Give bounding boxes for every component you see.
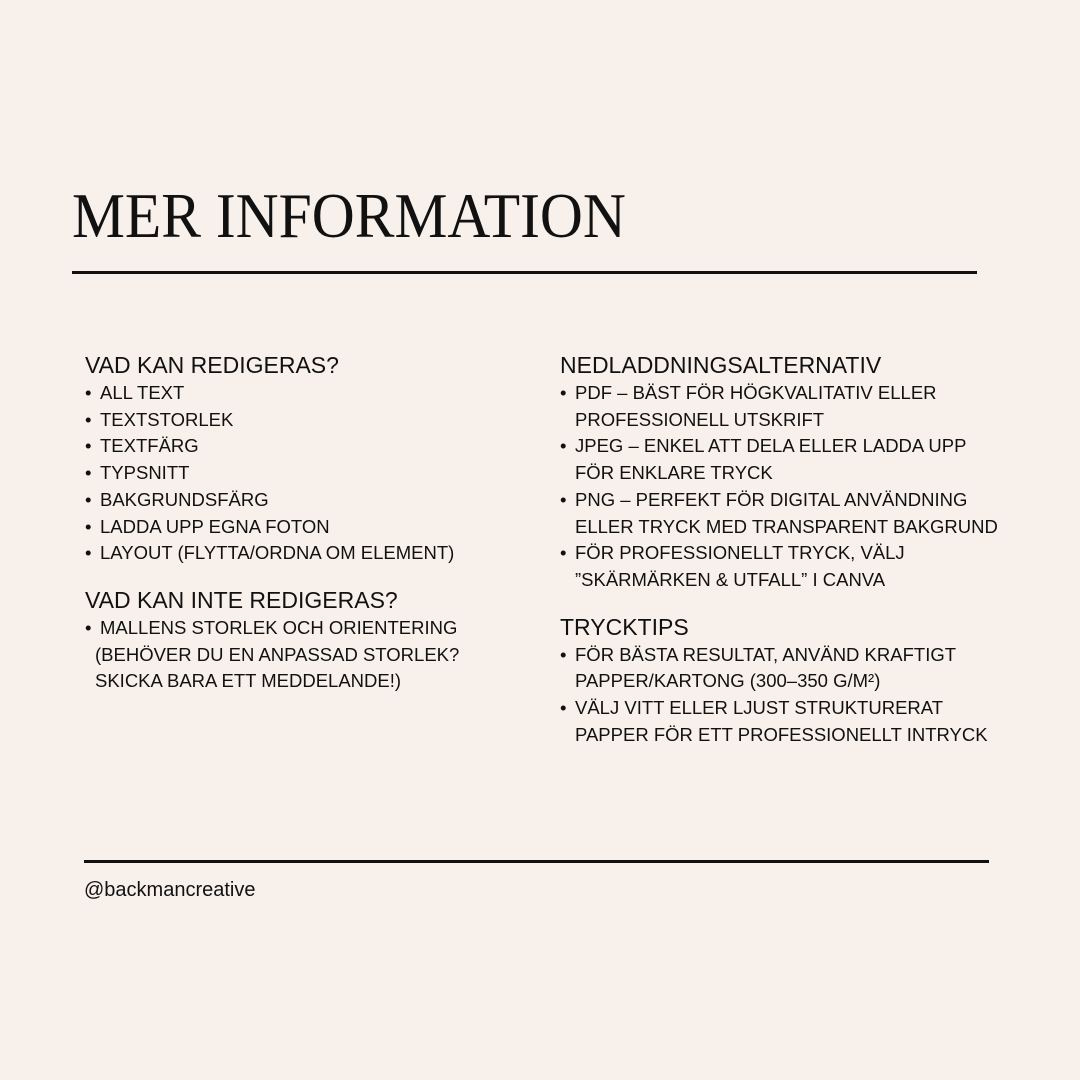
item-line: PAPPER FÖR ETT PROFESSIONELLT INTRYCK (575, 723, 988, 745)
section-heading: VAD KAN INTE REDIGERAS? (85, 586, 398, 613)
list-item (560, 380, 1020, 433)
page-title: MER INFORMATION (72, 180, 626, 251)
item-line: LAYOUT (FLYTTA/ORDNA OM ELEMENT) (100, 542, 455, 564)
item-line: FÖR BÄSTA RESULTAT, ANVÄND KRAFTIGT (575, 643, 957, 665)
bullet-icon: • (85, 616, 92, 638)
bullet-icon: • (85, 408, 92, 430)
bullet-icon: • (560, 643, 567, 665)
section-download-options (560, 350, 1020, 594)
item-line: FÖR ENKLARE TRYCK (575, 462, 773, 484)
item-line: PDF – BÄST FÖR HÖGKVALITATIV ELLER (575, 382, 937, 403)
list-item (85, 540, 525, 567)
section-heading: TRYCKTIPS (560, 613, 689, 640)
left-column (85, 350, 525, 713)
bullet-icon: • (560, 542, 567, 564)
section-heading: VAD KAN REDIGERAS? (85, 352, 339, 378)
list-item (85, 433, 525, 460)
bullet-icon: • (560, 488, 567, 510)
item-line: PROFESSIONELL UTSKRIFT (575, 408, 825, 430)
bullet-icon: • (560, 382, 567, 403)
item-line: FÖR PROFESSIONELLT TRYCK, VÄLJ (575, 542, 905, 564)
print-tips-list (560, 642, 1020, 749)
item-line: BAKGRUNDSFÄRG (100, 488, 269, 510)
bullet-icon: • (85, 542, 92, 564)
list-item (560, 540, 1020, 593)
list-item (85, 514, 525, 541)
bullet-icon: • (85, 515, 92, 537)
bullet-icon: • (560, 435, 567, 457)
item-line: MALLENS STORLEK OCH ORIENTERING (100, 616, 458, 638)
section-print-tips (560, 612, 1020, 749)
not-editable-list (85, 615, 525, 695)
item-line: ”SKÄRMÄRKEN & UTFALL” I CANVA (575, 568, 886, 590)
item-line: LADDA UPP EGNA FOTON (100, 515, 330, 537)
bottom-divider (84, 860, 989, 863)
list-item (85, 407, 525, 434)
item-line: TEXTSTORLEK (100, 408, 234, 430)
section-editable (85, 350, 525, 567)
editable-list (85, 380, 525, 567)
item-line: PNG – PERFEKT FÖR DIGITAL ANVÄNDNING (575, 488, 968, 510)
list-item (85, 380, 525, 407)
list-item (85, 487, 525, 514)
item-line: ELLER TRYCK MED TRANSPARENT BAKGRUND (575, 515, 998, 537)
bullet-icon: • (85, 382, 92, 403)
section-heading: NEDLADDNINGSALTERNATIV (560, 352, 882, 378)
section-not-editable (85, 585, 525, 695)
list-item (85, 615, 525, 695)
bullet-icon: • (85, 462, 92, 484)
list-item (560, 433, 1020, 486)
bullet-icon: • (85, 488, 92, 510)
item-line: (BEHÖVER DU EN ANPASSAD STORLEK? (95, 643, 460, 665)
top-divider (72, 271, 977, 274)
item-line: JPEG – ENKEL ATT DELA ELLER LADDA UPP (575, 435, 967, 457)
item-line: TEXTFÄRG (100, 435, 199, 457)
item-line: PAPPER/KARTONG (300–350 G/M²) (575, 670, 881, 692)
item-line: ALL TEXT (100, 382, 185, 403)
list-item (85, 460, 525, 487)
right-column (560, 350, 1020, 766)
bullet-icon: • (85, 435, 92, 457)
download-options-list (560, 380, 1020, 594)
list-item (560, 487, 1020, 540)
list-item (560, 642, 1020, 695)
social-handle: @backmancreative (84, 879, 256, 901)
list-item (560, 695, 1020, 748)
item-line: SKICKA BARA ETT MEDDELANDE!) (95, 670, 402, 692)
item-line: VÄLJ VITT ELLER LJUST STRUKTURERAT (575, 697, 944, 719)
bullet-icon: • (560, 697, 567, 719)
item-line: TYPSNITT (100, 462, 190, 484)
